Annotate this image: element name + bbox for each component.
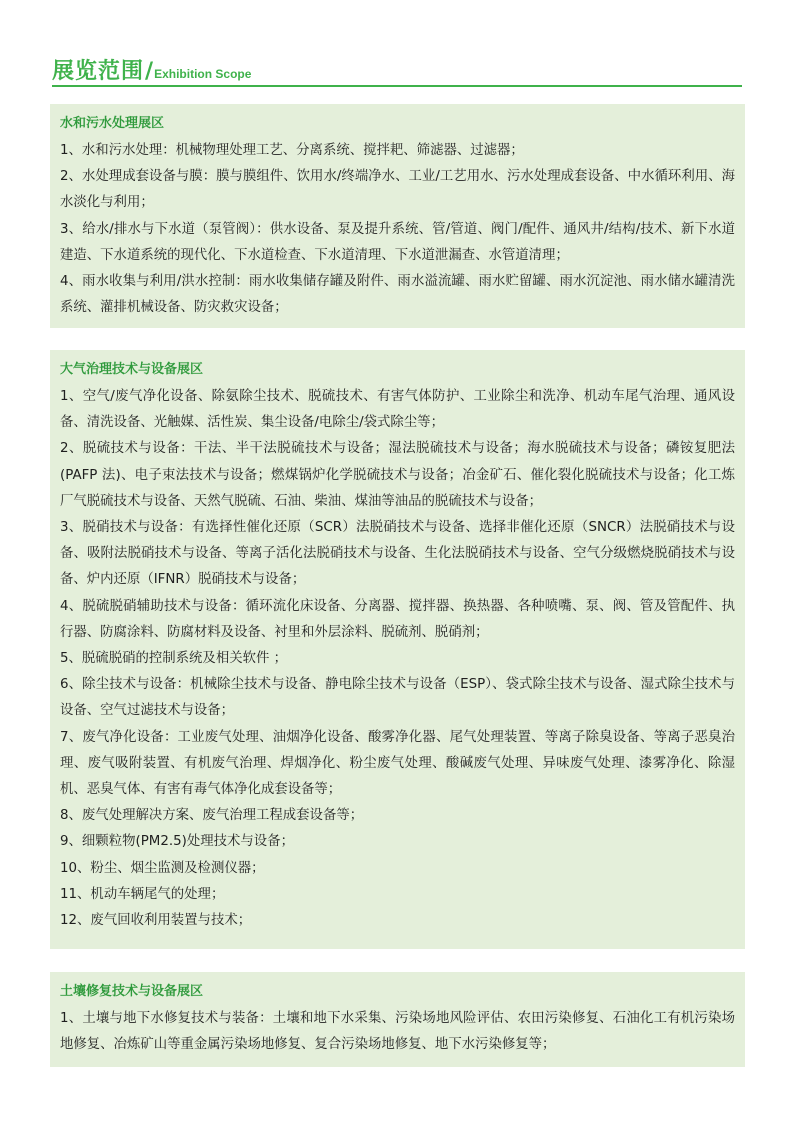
- list-item: 1、土壤与地下水修复技术与装备：土壤和地下水采集、污染场地风险评估、农田污染修复、石油化工有机污染场地修复、冶炼矿山等重金属污染场地修复、复合污染场地修复、地下水污染修复等；: [60, 1011, 735, 1053]
- list-item: 5、脱硫脱硝的控制系统及相关软件 ；: [60, 651, 288, 667]
- list-item: 12、废气回收利用装置与技术；: [60, 913, 252, 929]
- list-item: 7、废气净化设备：工业废气处理、油烟净化设备、酸雾净化器、尾气处理装置、等离子除臭设备、等离子恶臭治理、废气吸附装置、有机废气治理、焊烟净化、粉尘废气处理、酸碱废气处理、异味废气处理、漆雾净化、除湿机、恶臭气体、有害有毒气体净化成套设备等；: [60, 729, 735, 798]
- list-item: 6、除尘技术与设备：机械除尘技术与设备、静电除尘技术与设备（ESP）、袋式除尘技术与设备、湿式除尘技术与设备、空气过滤技术与设备；: [60, 677, 735, 719]
- list-item: 1、空气/废气净化设备、除氨除尘技术、脱硫技术、有害气体防护、工业除尘和洗净、机动车尾气治理、通风设备、清洗设备、光触媒、活性炭、集尘设备/电除尘/袋式除尘等；: [60, 389, 735, 431]
- section-water-treatment: [50, 104, 745, 328]
- section-title: 土壤修复技术与设备展区: [60, 984, 204, 999]
- section-soil-remediation: [50, 972, 745, 1067]
- title-separator: /: [145, 59, 154, 84]
- list-item: 4、脱硫脱硝辅助技术与设备：循环流化床设备、分离器、搅拌器、换热器、各种喷嘴、泵、阀、管及管配件、执行器、防腐涂料、防腐材料及设备、衬里和外层涂料、脱硫剂、脱硝剂；: [60, 598, 735, 640]
- list-item: 11、机动车辆尾气的处理；: [60, 886, 225, 902]
- list-item: 1、水和污水处理：机械物理处理工艺、分离系统、搅拌耙、筛滤器、过滤器；: [60, 143, 524, 158]
- list-item: 4、雨水收集与利用/洪水控制：雨水收集储存罐及附件、雨水溢流罐、雨水贮留罐、雨水沉淀池、雨水储水罐清洗系统、灌排机械设备、防灾救灾设备；: [60, 274, 735, 316]
- page-header: [52, 54, 742, 85]
- list-item: 2、水处理成套设备与膜：膜与膜组件、饮用水/终端净水、工业/工艺用水、污水处理成套设备、中水循环利用、海水淡化与利用；: [60, 169, 735, 211]
- list-item: 3、给水/排水与下水道（泵管阀）：供水设备、泵及提升系统、管/管道、阀门/配件、通风井/结构/技术、新下水道建造、下水道系统的现代化、下水道检查、下水道清理、下水道泄漏查、水管道清理；: [60, 221, 735, 263]
- section-air-treatment: [50, 350, 745, 949]
- list-item: 2、脱硫技术与设备：干法、半干法脱硫技术与设备；湿法脱硫技术与设备；海水脱硫技术与设备；磷铵复肥法(PAFP 法)、电子束法技术与设备；燃煤锅炉化学脱硫技术与设备；冶金矿石、催化裂化脱硫技术与设备；化工炼厂气脱硫技术与设备、天然气脱硫、石油、柴油、煤油等油品的脱硫技术与设备；: [60, 441, 735, 509]
- page-title: 展览范围: [52, 59, 145, 84]
- page-subtitle: Exhibition Scope: [154, 67, 252, 81]
- list-item: 8、废气处理解决方案、废气治理工程成套设备等；: [60, 808, 364, 824]
- section-title: 大气治理技术与设备展区: [60, 362, 204, 377]
- section-title: 水和污水处理展区: [60, 116, 165, 131]
- list-item: 10、粉尘、烟尘监测及检测仪器；: [60, 860, 265, 876]
- list-item: 9、细颗粒物(PM2.5)处理技术与设备；: [60, 834, 294, 850]
- header-divider: [52, 85, 742, 87]
- list-item: 3、脱硝技术与设备：有选择性催化还原（SCR）法脱硝技术与设备、选择非催化还原（SNCR）法脱硝技术与设备、吸附法脱硝技术与设备、等离子活化法脱硝技术与设备、生化法脱硝技术与设备、空气分级燃烧脱硝技术与设备、炉内还原（IFNR）脱硝技术与设备；: [60, 520, 735, 588]
